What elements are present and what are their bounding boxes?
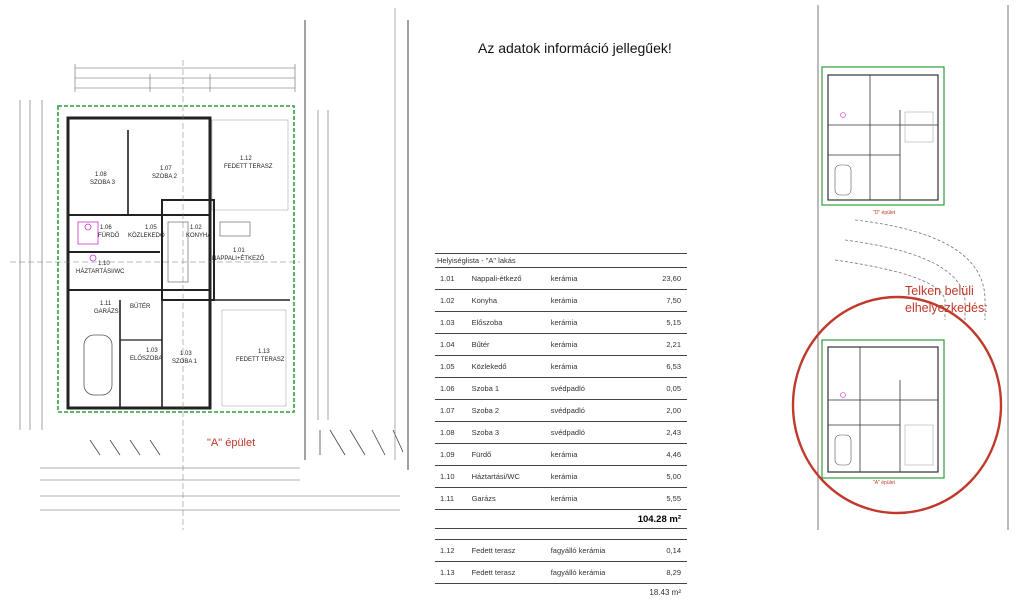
table-row: 1.02 Konyha kerámia 7,50 xyxy=(435,290,687,312)
site-label-line: elhelyezkedés: xyxy=(905,300,988,317)
table-terrace-total: 18.43 m² xyxy=(435,584,687,600)
plan-room-num: 1.03 xyxy=(146,348,158,354)
table-row: 1.04 Bűtér kerámia 2,21 xyxy=(435,334,687,356)
plan-room-num: 1.08 xyxy=(95,172,107,178)
plan-room-name: FEDETT TERASZ xyxy=(236,357,285,363)
plan-room-name: ELŐSZOBA xyxy=(130,355,162,362)
table-row: 1.07 Szoba 2 svédpadló 2,00 xyxy=(435,400,687,422)
table-row: 1.06 Szoba 1 svédpadló 0,05 xyxy=(435,378,687,400)
plan-room-num: 1.10 xyxy=(98,261,110,267)
plan-room-name: GARÁZS xyxy=(94,308,119,315)
info-notice: Az adatok információ jellegűek! xyxy=(478,40,672,56)
table-row: 1.05 Közlekedő kerámia 6,53 xyxy=(435,356,687,378)
table-row: 1.03 Előszoba kerámia 5,15 xyxy=(435,312,687,334)
room-list-table xyxy=(435,253,687,600)
table-total: 104.28 m² xyxy=(435,510,687,529)
plan-room-name: NAPPALI+ÉTKEZŐ xyxy=(212,255,265,262)
table-terrace-row: 1.12 Fedett terasz fagyálló kerámia 0,14 xyxy=(435,540,687,562)
plan-room-num: 1.02 xyxy=(190,225,202,231)
plan-room-labels xyxy=(76,156,285,365)
plan-room-name: HÁZTARTÁSI/WC xyxy=(76,268,125,275)
plan-room-num: 1.13 xyxy=(258,349,270,355)
plan-room-name: BŰTÉR xyxy=(130,303,151,310)
site-label-a: "A" épület xyxy=(873,480,896,486)
plan-room-num: 1.01 xyxy=(233,248,245,254)
plan-room-name: KÖZLEKEDŐ xyxy=(128,232,165,239)
plan-room-num: 1.11 xyxy=(100,301,112,307)
plan-room-name: SZOBA 2 xyxy=(152,174,178,180)
highlight-ellipse xyxy=(793,297,1001,513)
table-row: 1.08 Szoba 3 svédpadló 2,43 xyxy=(435,422,687,444)
table-row: 1.10 Háztartási/WC kerámia 5,00 xyxy=(435,466,687,488)
table-title: Helyiséglista - "A" lakás xyxy=(435,254,687,268)
plan-room-name: SZOBA 1 xyxy=(172,359,198,365)
plan-room-num: 1.07 xyxy=(160,166,172,172)
table-row: 1.09 Fürdő kerámia 4,46 xyxy=(435,444,687,466)
plan-room-name: FÜRDŐ xyxy=(98,232,120,239)
table-row: 1.01 Nappali-étkező kerámia 23,60 xyxy=(435,268,687,290)
site-plan xyxy=(793,5,1008,530)
table-title-row xyxy=(435,254,687,268)
plan-room-num: 1.06 xyxy=(100,225,112,231)
plan-room-name: SZOBA 3 xyxy=(90,180,116,186)
table-terrace-total-row xyxy=(435,584,687,600)
site-location-label xyxy=(905,283,988,317)
plan-room-num: 1.05 xyxy=(145,225,157,231)
site-label-d: "D" épület xyxy=(873,210,896,216)
plan-room-name: KONYHA xyxy=(186,233,211,239)
plan-room-name: FEDETT TERASZ xyxy=(224,164,273,170)
site-label-line: Telken belüli xyxy=(905,283,988,300)
floor-plan xyxy=(10,8,408,530)
plan-room-num: 1.03 xyxy=(180,351,192,357)
plan-room-num: 1.12 xyxy=(240,156,252,162)
site-building-labels xyxy=(873,210,896,486)
table-terrace-row: 1.13 Fedett terasz fagyálló kerámia 8,29 xyxy=(435,562,687,584)
building-a-label: "A" épület xyxy=(207,437,255,449)
table-row: 1.11 Garázs kerámia 5,55 xyxy=(435,488,687,510)
table-total-row xyxy=(435,510,687,529)
